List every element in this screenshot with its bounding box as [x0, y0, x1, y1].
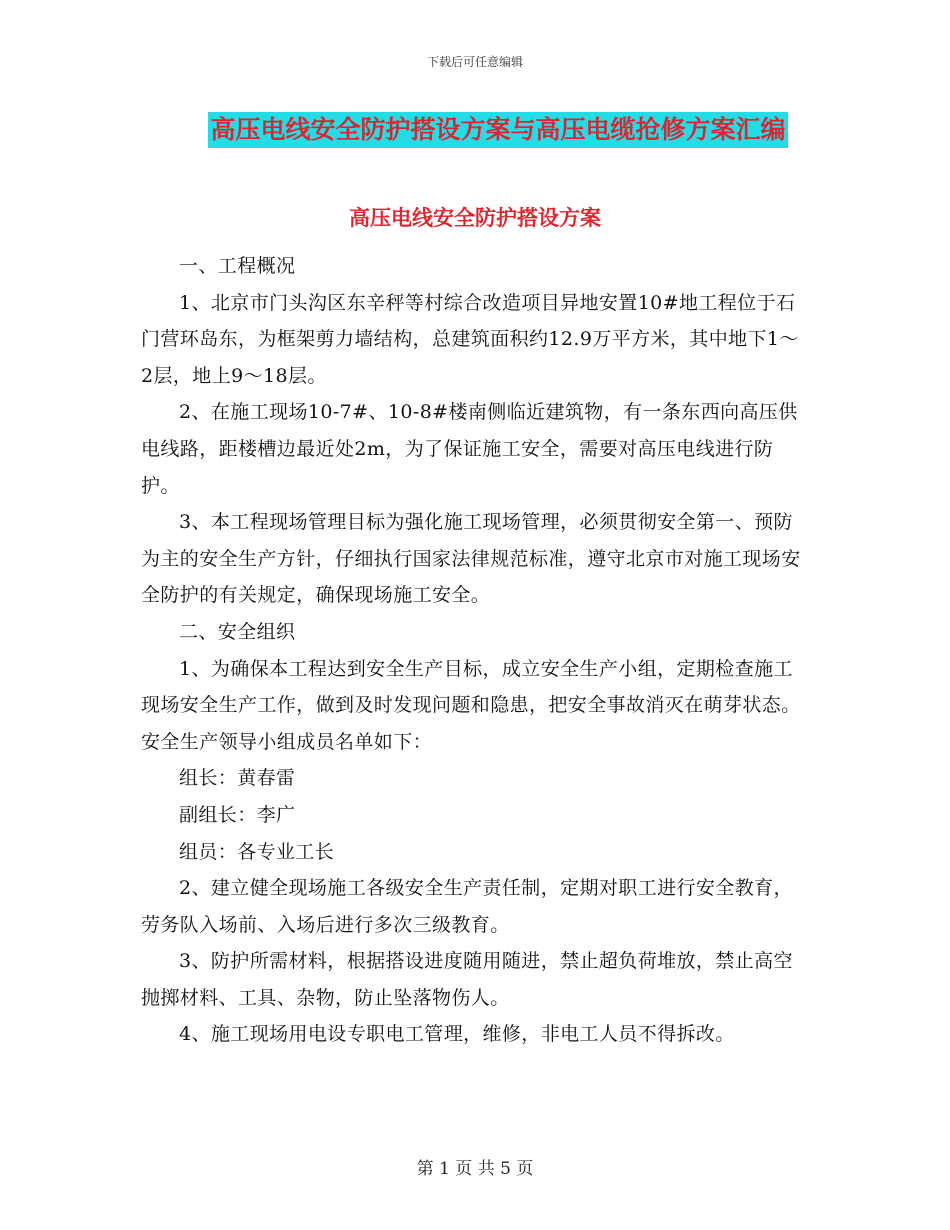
paragraph: 3、本工程现场管理目标为强化施工现场管理，必须贯彻安全第一、预防为主的安全生产方针，仔细执行国家法律规范标准，遵守北京市对施工现场安全防护的有关规定，确保现场施工安全。 — [141, 511, 801, 607]
paragraph: 1、为确保本工程达到安全生产目标，成立安全生产小组，定期检查施工现场安全生产工作，做到及时发现问题和隐患，把安全事故消灭在萌芽状态。安全生产领导小组成员名单如下： — [141, 657, 801, 753]
document-body — [141, 248, 809, 1053]
paragraph: 4、施工现场用电设专职电工管理，维修，非电工人员不得拆改。 — [179, 1023, 735, 1046]
paragraph-heading-2: 二、安全组织 — [179, 620, 296, 643]
paragraph-deputy-leader: 副组长：李广 — [179, 803, 296, 826]
paragraph-team-leader: 组长：黄春雷 — [179, 767, 296, 790]
page-footer: 第 1 页 共 5 页 — [416, 1159, 534, 1179]
paragraph-heading-1: 一、工程概况 — [179, 255, 296, 277]
paragraph: 3、防护所需材料，根据搭设进度随用随进，禁止超负荷堆放，禁止高空抛掷材料、工具、杂物，防止坠落物伤人。 — [141, 950, 793, 1009]
doc-title: 高压电线安全防护搭设方案与高压电缆抢修方案汇编 — [208, 112, 787, 148]
paragraph: 2、建立健全现场施工各级安全生产责任制，定期对职工进行安全教育，劳务队入场前、入场后进行多次三级教育。 — [141, 877, 793, 936]
doc-title-container — [192, 112, 804, 148]
paragraph: 2、在施工现场10-7#、10-8#楼南侧临近建筑物，有一条东西向高压供电线路，距楼槽边最近处2m，为了保证施工安全，需要对高压电线进行防护。 — [141, 401, 798, 497]
section-title: 高压电线安全防护搭设方案 — [349, 206, 601, 230]
header-note: 下载后可任意编辑 — [426, 55, 523, 69]
paragraph: 1、北京市门头沟区东辛秤等村综合改造项目异地安置10#地工程位于石门营环岛东，为框架剪力墙结构，总建筑面积约12.9万平方米，其中地下1～2层，地上9～18层。 — [141, 291, 799, 387]
paragraph-team-members: 组员：各专业工长 — [179, 840, 335, 863]
